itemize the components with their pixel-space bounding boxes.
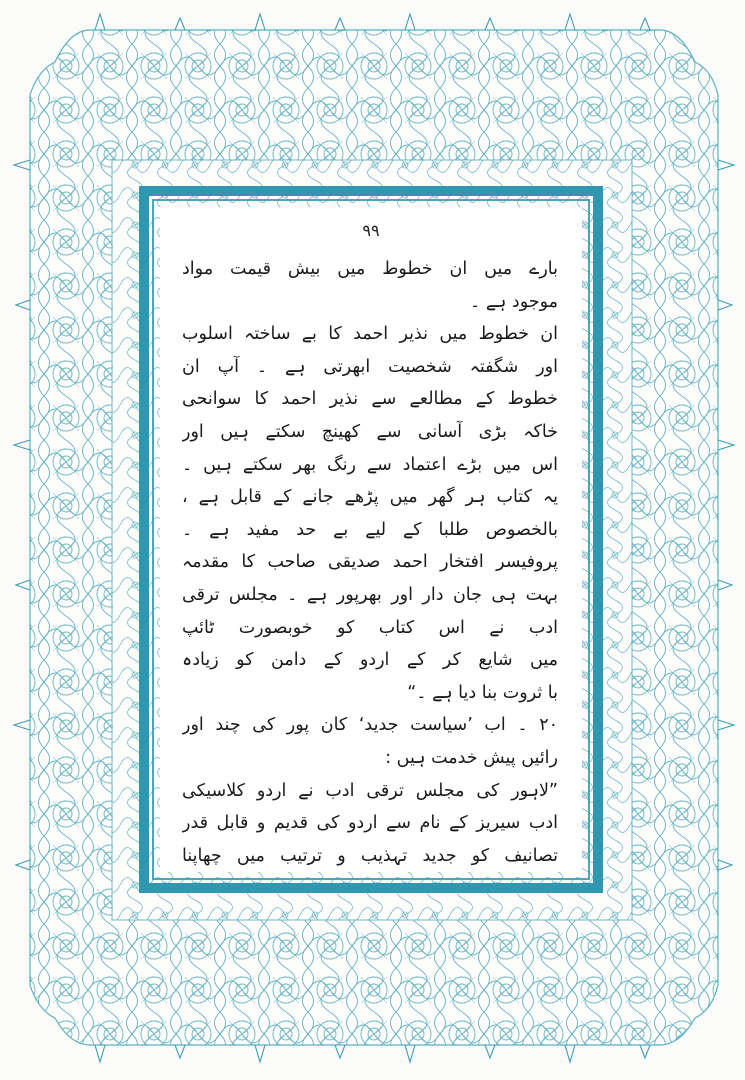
text-line: با ثروت بنا دیا ہے ۔“ (407, 682, 558, 703)
text-line: بارے میں ان خطوط میں بیش قیمت مواد (182, 259, 558, 279)
text-line: ادب نے اس کتاب کو خوبصورت ٹائپ (182, 617, 558, 638)
text-panel (160, 207, 582, 872)
text-line: یہ کتاب ہر گھر میں پڑھے جانے کے قابل ہے ، (182, 487, 558, 508)
page-number: ۹۹ (362, 221, 380, 240)
text-line: موجود ہے ۔ (470, 291, 558, 312)
text-line: خاکہ بڑی آسانی سے کھینچ سکتے ہیں اور (182, 421, 558, 442)
body-text (182, 253, 558, 872)
text-line: ادب سیریز کے نام سے اردو کی قدیم و قابل قدر (182, 813, 558, 834)
text-line: اور شگفتہ شخصیت ابھرتی ہے ۔ آپ ان (182, 356, 558, 377)
text-line: خطوط کے مطالعے سے نذیر احمد کا سوانحی (182, 389, 558, 410)
text-line: تصانیف کو جدید تہذیب و ترتیب میں چھاپنا (182, 845, 558, 866)
text-line: بہت ہی جان دار اور بھرپور ہے ۔ مجلس ترقی (182, 584, 558, 605)
text-line: ”لاہور کی مجلس ترقی ادب نے اردو کلاسیکی (182, 780, 558, 801)
text-line: بالخصوص طلبا کے لیے بے حد مفید ہے ۔ (182, 519, 558, 540)
text-line: اس میں بڑے اعتماد سے رنگ بھر سکتے ہیں ۔ (182, 454, 558, 475)
text-line: ان خطوط میں نذیر احمد کا بے ساختہ اسلوب (182, 324, 558, 345)
text-line: پروفیسر افتخار احمد صدیقی صاحب کا مقدمہ (182, 552, 558, 573)
text-line: رائیں پیش خدمت ہیں : (385, 747, 558, 768)
text-line: میں شایع کر کے اردو کے دامن کو زیادہ (182, 650, 558, 671)
text-line: ۲۰ ۔ اب ’سیاست جدید‘ کان پور کی چند اور (182, 715, 558, 736)
